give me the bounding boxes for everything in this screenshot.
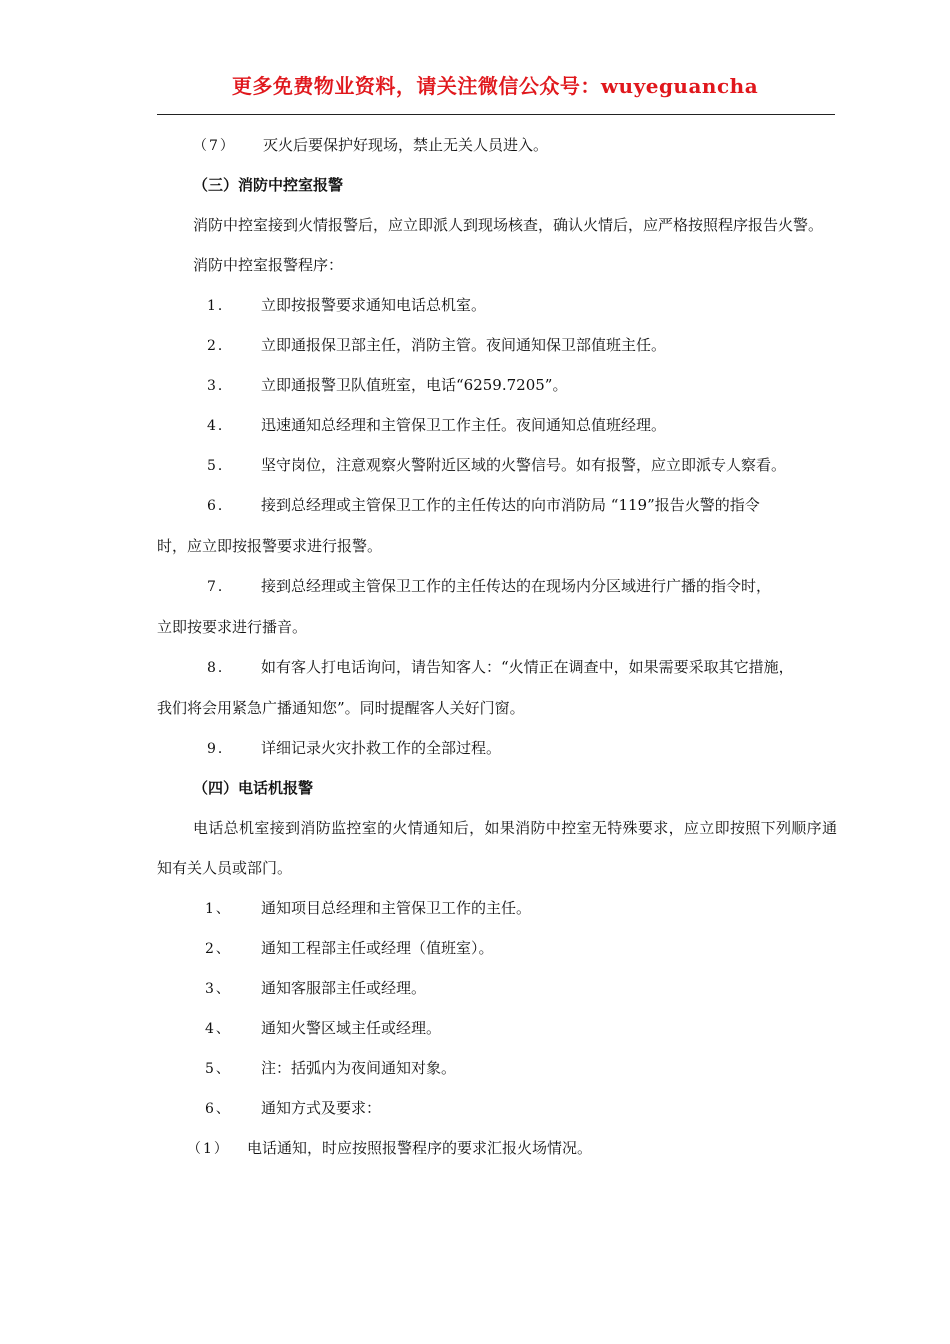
step-number: 6． <box>207 498 234 514</box>
step-number: 8． <box>207 660 234 676</box>
header-divider <box>157 114 835 115</box>
step-item <box>157 445 837 485</box>
notify-number: 6、 <box>205 1101 232 1117</box>
notify-item <box>157 1048 837 1088</box>
step-number: 5． <box>207 458 234 474</box>
procedure-label: 消防中控室报警程序： <box>193 256 344 274</box>
sub-item-text: 电话通知，时应按照报警程序的要求汇报火场情况。 <box>247 1139 593 1157</box>
step-item <box>157 405 837 445</box>
step-text: 如有客人打电话询问，请告知客人：“火情正在调查中，如果需要采取其它措施， <box>261 658 794 676</box>
section-heading-3: （三）消防中控室报警 <box>193 176 344 194</box>
notify-text: 通知客服部主任或经理。 <box>261 979 427 997</box>
header-title: 更多免费物业资料，请关注微信公众号：wuyeguancha <box>231 74 759 98</box>
section-3-intro: 消防中控室接到火情报警后，应立即派人到现场核查，确认火情后，应严格按照程序报告火警。 <box>193 216 824 234</box>
step-text: 立即通报警卫队值班室，电话“6259.7205”。 <box>261 376 568 394</box>
step-text: 接到总经理或主管保卫工作的主任传达的在现场内分区域进行广播的指令时， <box>261 577 772 595</box>
notify-number: 2、 <box>205 941 232 957</box>
sub-item <box>157 1128 837 1168</box>
step-number: 2． <box>207 338 234 354</box>
step-item <box>157 325 837 365</box>
step-item <box>157 285 837 325</box>
notify-number: 1、 <box>205 901 232 917</box>
step-text: 迅速通知总经理和主管保卫工作主任。夜间通知总值班经理。 <box>261 416 667 434</box>
section-4-intro: 电话总机室接到消防监控室的火情通知后，如果消防中控室无特殊要求，应立即按照下列顺序通知有关人员或部门。 <box>157 819 837 877</box>
step-item <box>157 728 837 768</box>
step-text-continued: 我们将会用紧急广播通知您”。同时提醒客人关好门窗。 <box>157 699 525 717</box>
step-text: 立即通报保卫部主任，消防主管。夜间通知保卫部值班主任。 <box>261 336 667 354</box>
notify-number: 4、 <box>205 1021 232 1037</box>
step-text: 详细记录火灾扑救工作的全部过程。 <box>261 739 502 757</box>
step-text: 坚守岗位，注意观察火警附近区域的火警信号。如有报警，应立即派专人察看。 <box>261 456 787 474</box>
step-item <box>157 365 837 405</box>
list-item-text: 灭火后要保护好现场，禁止无关人员进入。 <box>263 136 549 154</box>
notify-text: 通知火警区域主任或经理。 <box>261 1019 442 1037</box>
notify-item <box>157 968 837 1008</box>
notify-number: 3、 <box>205 981 232 997</box>
notify-text: 通知项目总经理和主管保卫工作的主任。 <box>261 899 532 917</box>
document-body <box>157 125 837 1168</box>
step-item <box>157 647 837 728</box>
step-number: 3． <box>207 378 234 394</box>
step-number: 4． <box>207 418 234 434</box>
step-item <box>157 485 837 566</box>
notify-item <box>157 1008 837 1048</box>
step-text: 接到总经理或主管保卫工作的主任传达的向市消防局 “119”报告火警的指令 <box>261 496 760 514</box>
step-text: 立即按报警要求通知电话总机室。 <box>261 296 487 314</box>
notify-item <box>157 888 837 928</box>
notify-item <box>157 928 837 968</box>
notify-item <box>157 1088 837 1128</box>
notify-text: 通知工程部主任或经理（值班室）。 <box>261 939 494 957</box>
step-number: 7． <box>207 579 234 595</box>
notify-number: 5、 <box>205 1061 232 1077</box>
list-item-number: （7） <box>193 138 236 154</box>
sub-item-number: （1） <box>187 1141 230 1157</box>
step-number: 9． <box>207 741 234 757</box>
section-heading-4: （四）电话机报警 <box>193 779 314 797</box>
step-text-continued: 时，应立即按报警要求进行报警。 <box>157 537 383 555</box>
step-text-continued: 立即按要求进行播音。 <box>157 618 308 636</box>
notify-text: 注：括弧内为夜间通知对象。 <box>261 1059 457 1077</box>
step-item <box>157 566 837 647</box>
step-number: 1． <box>207 298 234 314</box>
list-item <box>157 125 837 165</box>
notify-text: 通知方式及要求： <box>261 1099 382 1117</box>
